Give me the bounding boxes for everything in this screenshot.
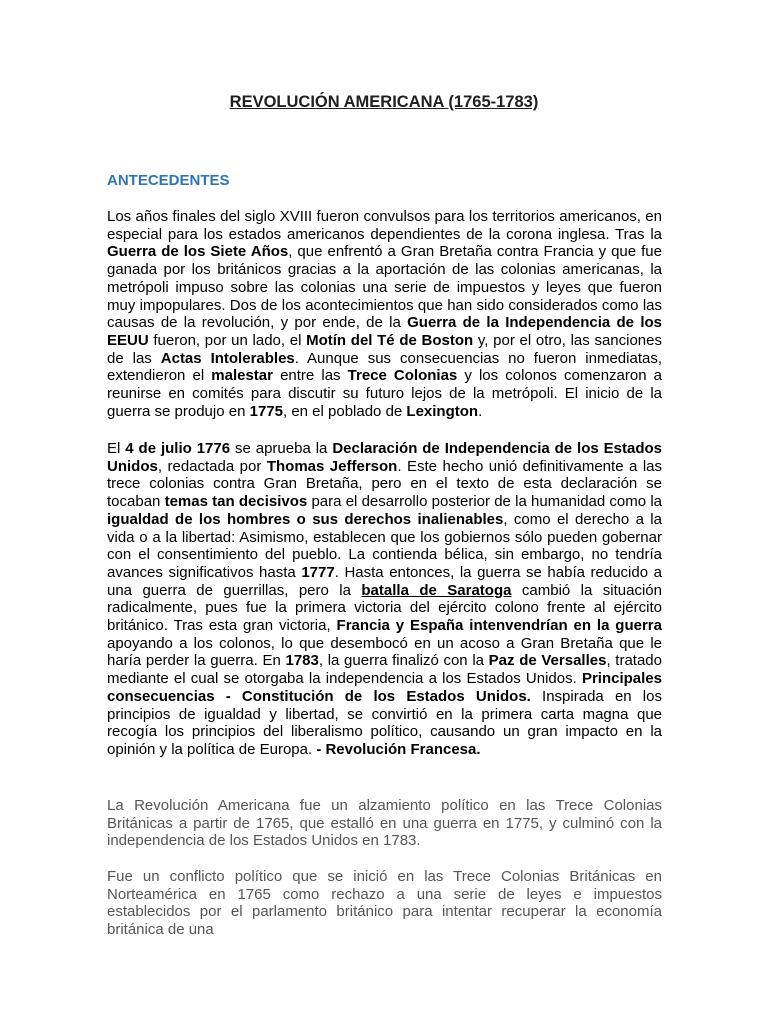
text-run: y, por el otro, las sanciones de las — [107, 331, 662, 367]
bold-term: Motín del Té de Boston — [306, 331, 474, 349]
bold-term: Lexington — [406, 402, 479, 420]
bold-term: 4 de julio 1776 — [125, 440, 231, 457]
text-run: y los colonos comenzaron a reunirse en comités para discutir su futuro lejos de la metrópoli. El inicio de la guerra se produjo en — [107, 367, 663, 420]
paragraph-summary-1: La Revolución Americana fue un alzamiento político en las Trece Colonias Británicas a partir de 1765, que estalló en una guerra en 1775, y culminó con la independencia de los Estados Unidos en 1783. — [107, 797, 662, 850]
document-title: REVOLUCIÓN AMERICANA (1765-1783) — [229, 93, 539, 111]
text-run: , redactada por — [157, 457, 267, 475]
text-run: , la guerra finalizó con la — [318, 652, 489, 670]
text-run: Los años finales del siglo XVIII fueron convulsos para los territorios americanos, en especial para los estados americanos dependientes de la corona inglesa. Tras la — [107, 208, 662, 243]
text-run: , en el poblado de — [282, 402, 407, 420]
text-run: fueron, por un lado, el — [148, 331, 307, 349]
paragraph-summary-2: Fue un conflicto político que se inició en las Trece Colonias Británicas en Norteamérica en 1765 como rechazo a una serie de leyes e impuestos establecidos por el parlamento británico para intentar recuperar la economía británica de una — [107, 868, 662, 939]
text-run: Inspirada en los principios de igualdad y libertad, se convirtió en la primera carta magna que recogía los principios del liberalismo político, causando un gran impacto en la opinión y la política de Europa. — [107, 687, 662, 758]
paragraph-antecedentes-2 — [107, 440, 662, 759]
text-run: , tratado mediante el cual se otorgaba la independencia a los Estados Unidos. — [107, 652, 662, 688]
bold-term: malestar — [211, 367, 273, 385]
bold-term: Trece Colonias — [347, 367, 458, 385]
bold-term: Guerra de los Siete Años — [107, 243, 289, 261]
underlined-term: batalla de Saratoga — [361, 581, 512, 599]
bold-term: temas tan decisivos — [164, 493, 308, 511]
text-run: . — [478, 402, 483, 420]
text-run: , que enfrentó a Gran Bretaña contra Francia y que fue ganada por los británicos gracias a la aportación de las colonias americanas, la metrópoli impuso sobre las colonias una serie de impuestos y leyes que fueron muy impopulares. Dos de los acontecimientos que han sido considerados como las causas de la revolución, y por ende, de la — [107, 243, 662, 332]
bold-term: Thomas Jefferson — [266, 457, 398, 475]
bold-term: Actas Intolerables — [160, 349, 295, 367]
text-run: se aprueba la — [230, 440, 333, 457]
text-run: , como el derecho a la vida o a la libertad: Asimismo, establecen que los gobiernos sólo pueden gobernar con el consentimiento del pueblo. La contienda bélica, sin embargo, no tendría avances significativos hasta — [107, 510, 662, 581]
bold-term: - Revolución Francesa. — [316, 740, 481, 758]
paragraph-antecedentes-1 — [107, 208, 662, 420]
text-run: apoyando a los colonos, lo que desembocó en un acoso a Gran Bretaña que le haría perder la guerra. En — [107, 634, 662, 670]
bold-term: 1775 — [249, 402, 283, 420]
text-run: . Hasta entonces, la guerra se había reducido a una guerra de guerrillas, pero la — [107, 563, 662, 599]
bold-term: 1783 — [285, 652, 319, 670]
text-run: entre las — [272, 367, 348, 385]
section-heading-antecedentes: ANTECEDENTES — [107, 172, 230, 189]
bold-term: Paz de Versalles — [488, 652, 607, 670]
text-run: . Aunque sus consecuencias no fueron inmediatas, extendieron el — [107, 349, 662, 385]
text-run: . Este hecho unió definitivamente a las trece colonias contra Gran Bretaña, pero en el texto de esta declaración se tocaban — [107, 457, 662, 511]
bold-term: 1777 — [301, 563, 335, 581]
bold-term: Principales consecuencias - Constitución de los Estados Unidos. — [107, 670, 662, 705]
text-run: para el desarrollo posterior de la humanidad como la — [307, 493, 662, 511]
text-run: El — [107, 440, 126, 457]
bold-term: igualdad de los hombres o sus derechos inalienables — [107, 510, 504, 528]
text-run: cambió la situación radicalmente, pues fue la primera victoria del ejército colono frente al ejército británico. Tras esta gran victoria, — [107, 581, 662, 635]
bold-term: Declaración de Independencia de los Estados Unidos — [107, 440, 662, 475]
bold-term: Francia y España intenvendrían en la guerra — [336, 617, 662, 635]
bold-term: Guerra de la Independencia de los EEUU — [107, 314, 662, 349]
